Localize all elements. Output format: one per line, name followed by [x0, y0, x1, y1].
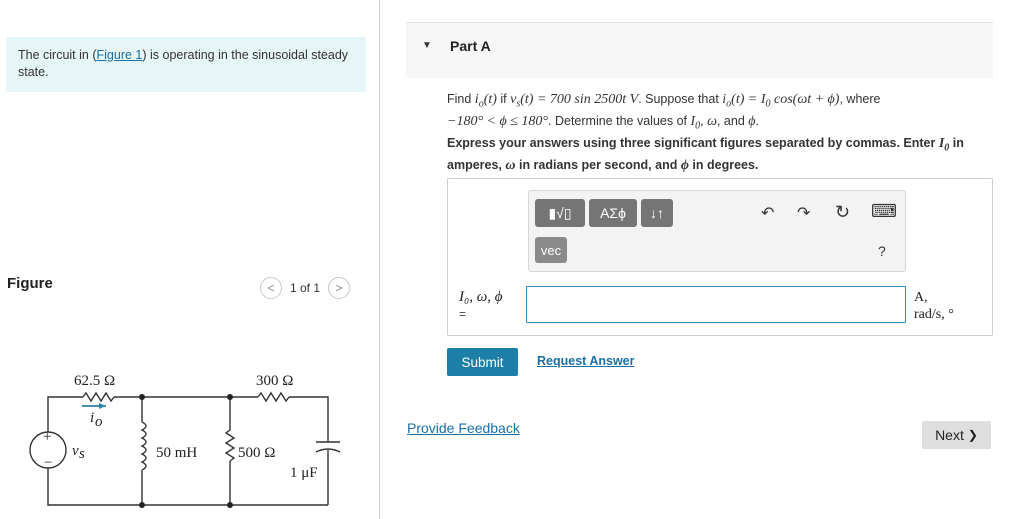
- instruction-text: [447, 135, 987, 174]
- next-button[interactable]: [922, 421, 991, 449]
- inductor-label: 50 mH: [156, 445, 198, 461]
- q-m4: −180° < ϕ ≤ 180°: [447, 113, 549, 129]
- help-icon[interactable]: ?: [878, 243, 886, 259]
- source-subscript: s: [79, 446, 85, 462]
- source-label: v: [72, 443, 79, 459]
- q-t7: , and: [716, 113, 749, 128]
- part-header[interactable]: [406, 22, 993, 78]
- r2-label: 300 Ω: [256, 373, 294, 389]
- i-m1: I: [938, 136, 945, 151]
- submit-button[interactable]: Submit: [447, 348, 518, 376]
- figure-label: Figure: [7, 275, 53, 292]
- node-dot: [227, 394, 233, 400]
- wire-top-right: [289, 397, 328, 442]
- q-m5s: 0: [695, 120, 701, 131]
- i-m3: ϕ: [680, 157, 689, 173]
- source-minus: −: [44, 455, 53, 471]
- question-text: [447, 91, 987, 134]
- intro-text-before: The circuit in (: [18, 48, 97, 62]
- resistor-r2: [258, 393, 289, 401]
- node-dot: [139, 502, 145, 508]
- q-t8: .: [755, 113, 759, 128]
- figure-link[interactable]: Figure 1: [96, 48, 143, 62]
- q-m3s2: 0: [765, 98, 771, 110]
- i-t1: Express your answers using three significant figures separated by commas. Enter: [447, 136, 939, 150]
- q-m1s: o: [478, 98, 484, 110]
- inductor: [142, 422, 146, 470]
- i-t4: in degrees.: [688, 157, 759, 172]
- next-figure-button[interactable]: >: [328, 277, 350, 299]
- resistor-r3: [226, 430, 234, 461]
- request-answer-link[interactable]: Request Answer: [537, 354, 635, 368]
- i-m2: ω: [505, 157, 516, 173]
- math-toolbar: [528, 190, 906, 272]
- intro-text-after: ) is operating in the sinusoidal steady state.: [18, 48, 349, 79]
- q-m2s: s: [516, 98, 521, 110]
- undo-icon[interactable]: ↶: [761, 205, 775, 222]
- intro-panel: [6, 37, 366, 92]
- q-m3: i: [722, 92, 727, 107]
- q-m1b: (t): [483, 92, 497, 107]
- q-m6: ω: [707, 113, 717, 129]
- current-subscript: o: [95, 414, 103, 430]
- q-t5: . Determine the values of: [548, 113, 691, 128]
- prev-figure-button[interactable]: <: [260, 277, 282, 299]
- q-m3s: o: [726, 98, 732, 110]
- arrows-button[interactable]: ↓↑: [641, 199, 673, 227]
- r3-label: 500 Ω: [238, 445, 276, 461]
- q-t2: if: [496, 92, 511, 106]
- collapse-arrow-icon[interactable]: ▼: [422, 40, 432, 51]
- pager-text: 1 of 1: [290, 281, 321, 295]
- part-title[interactable]: Part A: [450, 38, 491, 54]
- source-plus: +: [43, 429, 52, 445]
- q-m2: v: [510, 92, 517, 107]
- circuit-diagram: [0, 360, 378, 519]
- q-m1: i: [474, 92, 479, 107]
- q-m3b: (t) = I: [731, 92, 766, 107]
- keyboard-icon[interactable]: ⌨: [871, 201, 897, 221]
- provide-feedback-link[interactable]: Provide Feedback: [407, 420, 520, 436]
- figure-pager: [260, 277, 350, 299]
- answer-equals: =: [459, 307, 467, 321]
- r1-label: 62.5 Ω: [74, 373, 116, 389]
- q-m2b: (t) = 700 sin 2500t V: [520, 92, 639, 107]
- reset-icon[interactable]: ↻: [835, 202, 851, 222]
- next-label: Next: [935, 427, 964, 443]
- node-dot: [139, 394, 145, 400]
- i-t3: in radians per second, and: [515, 157, 681, 172]
- q-m7: ϕ: [748, 113, 756, 129]
- greek-symbols-button[interactable]: ΑΣϕ: [589, 199, 637, 227]
- q-t6: ,: [700, 113, 708, 128]
- units-line-1: A,: [914, 290, 928, 305]
- wire-bottom: [48, 468, 328, 505]
- q-m3c: cos(ωt + ϕ): [770, 92, 840, 107]
- current-label: i: [90, 410, 95, 426]
- i-t2: in amperes,: [447, 136, 964, 172]
- capacitor-label: 1 μF: [290, 465, 318, 481]
- chevron-right-icon: ❯: [967, 428, 978, 442]
- i-m1s: 0: [944, 142, 950, 154]
- node-dot: [227, 502, 233, 508]
- q-t3: . Suppose that: [638, 92, 723, 106]
- current-arrow-head: [99, 403, 106, 409]
- resistor-r1: [83, 393, 114, 401]
- answer-units: [914, 289, 954, 323]
- q-t4: , where: [839, 92, 881, 106]
- units-line-2: rad/s, °: [914, 307, 954, 322]
- panel-divider[interactable]: [379, 0, 380, 519]
- templates-button[interactable]: ▮√▯: [535, 199, 585, 227]
- wire-top-left: [48, 397, 83, 432]
- redo-icon[interactable]: ↷: [797, 205, 811, 222]
- q-m5: I: [690, 113, 696, 129]
- answer-label: I₀, ω, ϕ: [459, 289, 503, 305]
- vec-button[interactable]: vec: [535, 237, 567, 263]
- answer-input[interactable]: [526, 286, 906, 323]
- q-t1: Find: [447, 92, 475, 106]
